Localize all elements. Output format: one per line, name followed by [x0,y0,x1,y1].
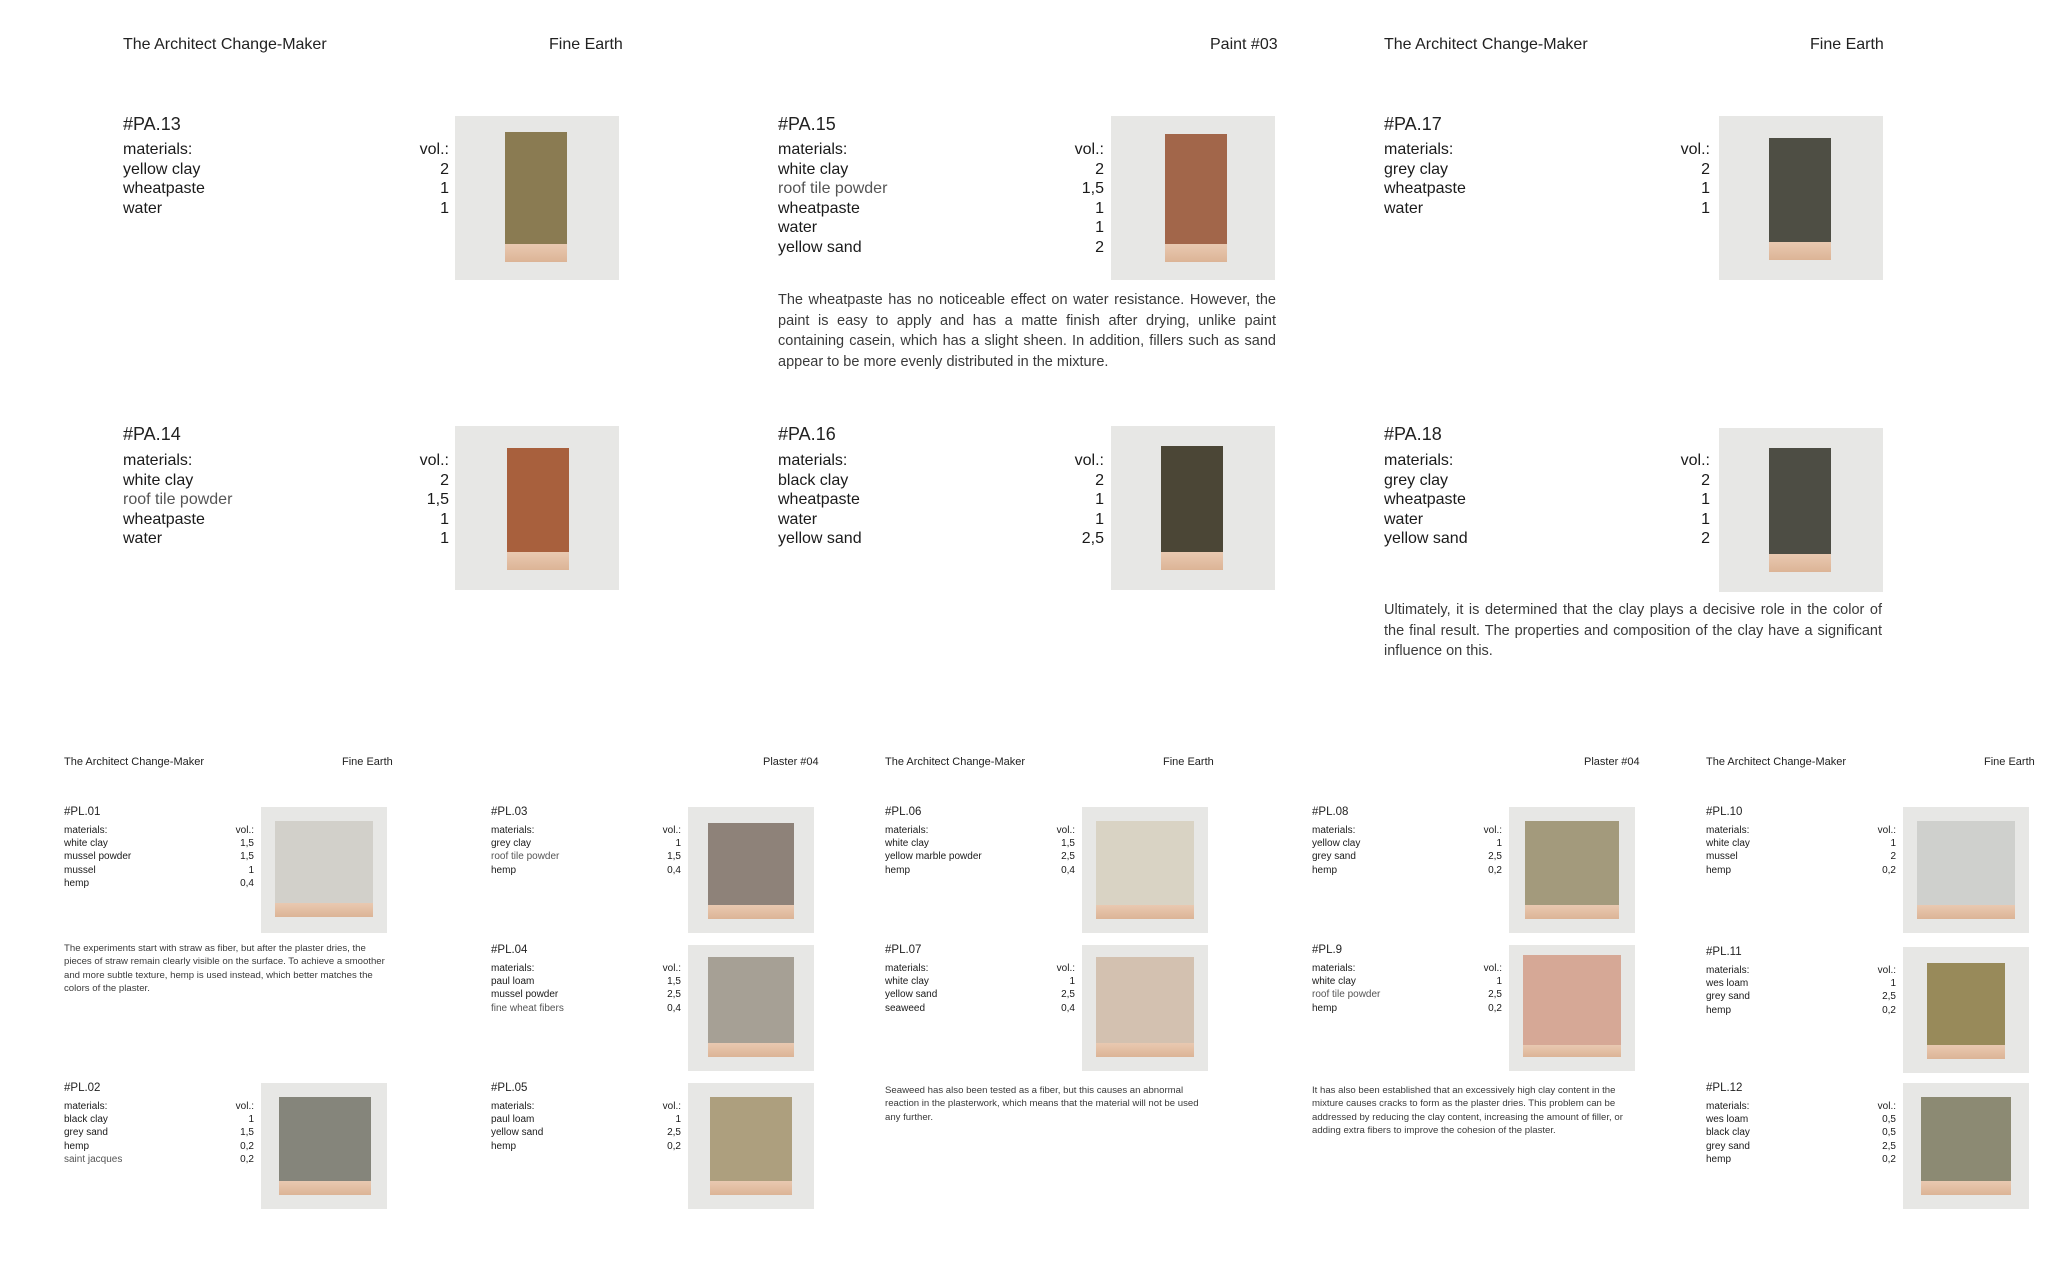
sample-id: #PL.01 [64,806,101,818]
materials-list: materials: vol.: white clay 1 mussel 2 hemp 0,2 [1706,825,1896,876]
materials-list: materials: vol.: yellow clay 2 wheatpaste 1 water 1 [123,141,449,217]
sample-photo [1082,945,1208,1071]
plaster-observation-text: Seaweed has also been tested as a fiber, but this causes an abnormal reaction in the plasterwork, which means that the material will not be used any further. [885,1085,1199,1123]
sample-photo [261,1083,387,1209]
paint-observation-text: The wheatpaste has no noticeable effect on water resistance. However, the paint is easy to apply and has a matte finish after drying, unlike paint containing casein, which has a slight sheen. In addition, fillers such as sand appear to be more evenly distributed in the mixture. [778,292,1276,370]
sample-photo [1903,947,2029,1073]
sample-id: #PA.16 [778,424,836,444]
materials-list: materials: vol.: grey clay 2 wheatpaste 1 water 1 yellow sand 2 [1384,452,1710,548]
sample-id: #PA.18 [1384,424,1442,444]
materials-list: materials: vol.: white clay 2 roof tile powder 1,5 wheatpaste 1 water 1 [123,452,449,548]
materials-list: materials: vol.: paul loam 1,5 mussel powder 2,5 fine wheat fibers 0,4 [491,963,681,1014]
header-project-title: The Architect Change-Maker [64,756,205,768]
sample-id: #PA.13 [123,114,181,134]
sample-id: #PL.08 [1312,806,1349,818]
sample-id: #PL.12 [1706,1082,1743,1094]
sample-photo [261,807,387,933]
materials-list: materials: vol.: black clay 2 wheatpaste 1 water 1 yellow sand 2,5 [778,452,1104,548]
sample-photo [688,945,814,1071]
sample-id: #PA.14 [123,424,181,444]
sample-id: #PL.11 [1706,946,1742,958]
sample-id: #PA.17 [1384,114,1442,134]
sample-photo [688,807,814,933]
header-subtitle: Fine Earth [1163,756,1214,768]
materials-list: materials: vol.: white clay 2 roof tile powder 1,5 wheatpaste 1 water 1 yellow sand 2 [778,141,1104,256]
sample-id: #PL.10 [1706,806,1743,818]
sample-photo [1903,1083,2029,1209]
sample-id: #PL.07 [885,944,922,956]
sample-photo [1082,807,1208,933]
plaster-observation-text: It has also been established that an excessively high clay content in the mixture causes cracks to form as the plaster dries. This problem can be addressed by reducing the clay content, increasing the amount of filler, or adding extra fibers to improve the cohesion of the plaster. [1312,1085,1623,1137]
sample-id: #PL.06 [885,806,922,818]
paint-conclusion-text: Ultimately, it is determined that the clay plays a decisive role in the color of the final result. The properties and composition of the clay have a significant influence on this. [1384,602,1882,660]
materials-list: materials: vol.: white clay 1,5 yellow marble powder 2,5 hemp 0,4 [885,825,1075,876]
sample-photo [455,426,619,590]
sample-photo [1509,945,1635,1071]
materials-list: materials: vol.: grey clay 1 roof tile powder 1,5 hemp 0,4 [491,825,681,876]
plaster-observation-text: The experiments start with straw as fiber, but after the plaster dries, the pieces of straw remain clearly visible on the surface. To achieve a smoother and more subtle texture, hemp is used instead, which better matches the colors of the plaster. [64,943,385,995]
sample-id: #PA.15 [778,114,836,134]
sample-photo [455,116,619,280]
header-section: Plaster #04 [1584,756,1640,768]
header-subtitle: Fine Earth [1810,36,1884,53]
sample-id: #PL.02 [64,1082,101,1094]
header-project-title: The Architect Change-Maker [1706,756,1847,768]
materials-list: materials: vol.: yellow clay 1 grey sand 2,5 hemp 0,2 [1312,825,1502,876]
header-subtitle: Fine Earth [342,756,393,768]
materials-list: materials: vol.: wes loam 0,5 black clay 0,5 grey sand 2,5 hemp 0,2 [1706,1101,1896,1165]
sample-photo [1719,116,1883,280]
sample-photo [1903,807,2029,933]
materials-list: materials: vol.: paul loam 1 yellow sand 2,5 hemp 0,2 [491,1101,681,1152]
sample-photo [1509,807,1635,933]
header-section: Plaster #04 [763,756,819,768]
materials-list: materials: vol.: black clay 1 grey sand 1,5 hemp 0,2 saint jacques 0,2 [64,1101,254,1165]
header-section: Paint #03 [1210,36,1278,53]
sample-id: #PL.05 [491,1082,528,1094]
sample-photo [688,1083,814,1209]
sample-photo [1111,116,1275,280]
materials-list: materials: vol.: grey clay 2 wheatpaste 1 water 1 [1384,141,1710,217]
sample-id: #PL.04 [491,944,528,956]
materials-list: materials: vol.: white clay 1,5 mussel powder 1,5 mussel 1 hemp 0,4 [64,825,254,889]
header-subtitle: Fine Earth [1984,756,2035,768]
header-project-title: The Architect Change-Maker [123,36,327,53]
sample-photo [1111,426,1275,590]
header-project-title: The Architect Change-Maker [1384,36,1588,53]
sample-id: #PL.9 [1312,944,1343,956]
sample-id: #PL.03 [491,806,528,818]
header-subtitle: Fine Earth [549,36,623,53]
sample-photo [1719,428,1883,592]
materials-list: materials: vol.: white clay 1 roof tile powder 2,5 hemp 0,2 [1312,963,1502,1014]
header-project-title: The Architect Change-Maker [885,756,1026,768]
materials-list: materials: vol.: wes loam 1 grey sand 2,5 hemp 0,2 [1706,965,1896,1016]
materials-list: materials: vol.: white clay 1 yellow sand 2,5 seaweed 0,4 [885,963,1075,1014]
